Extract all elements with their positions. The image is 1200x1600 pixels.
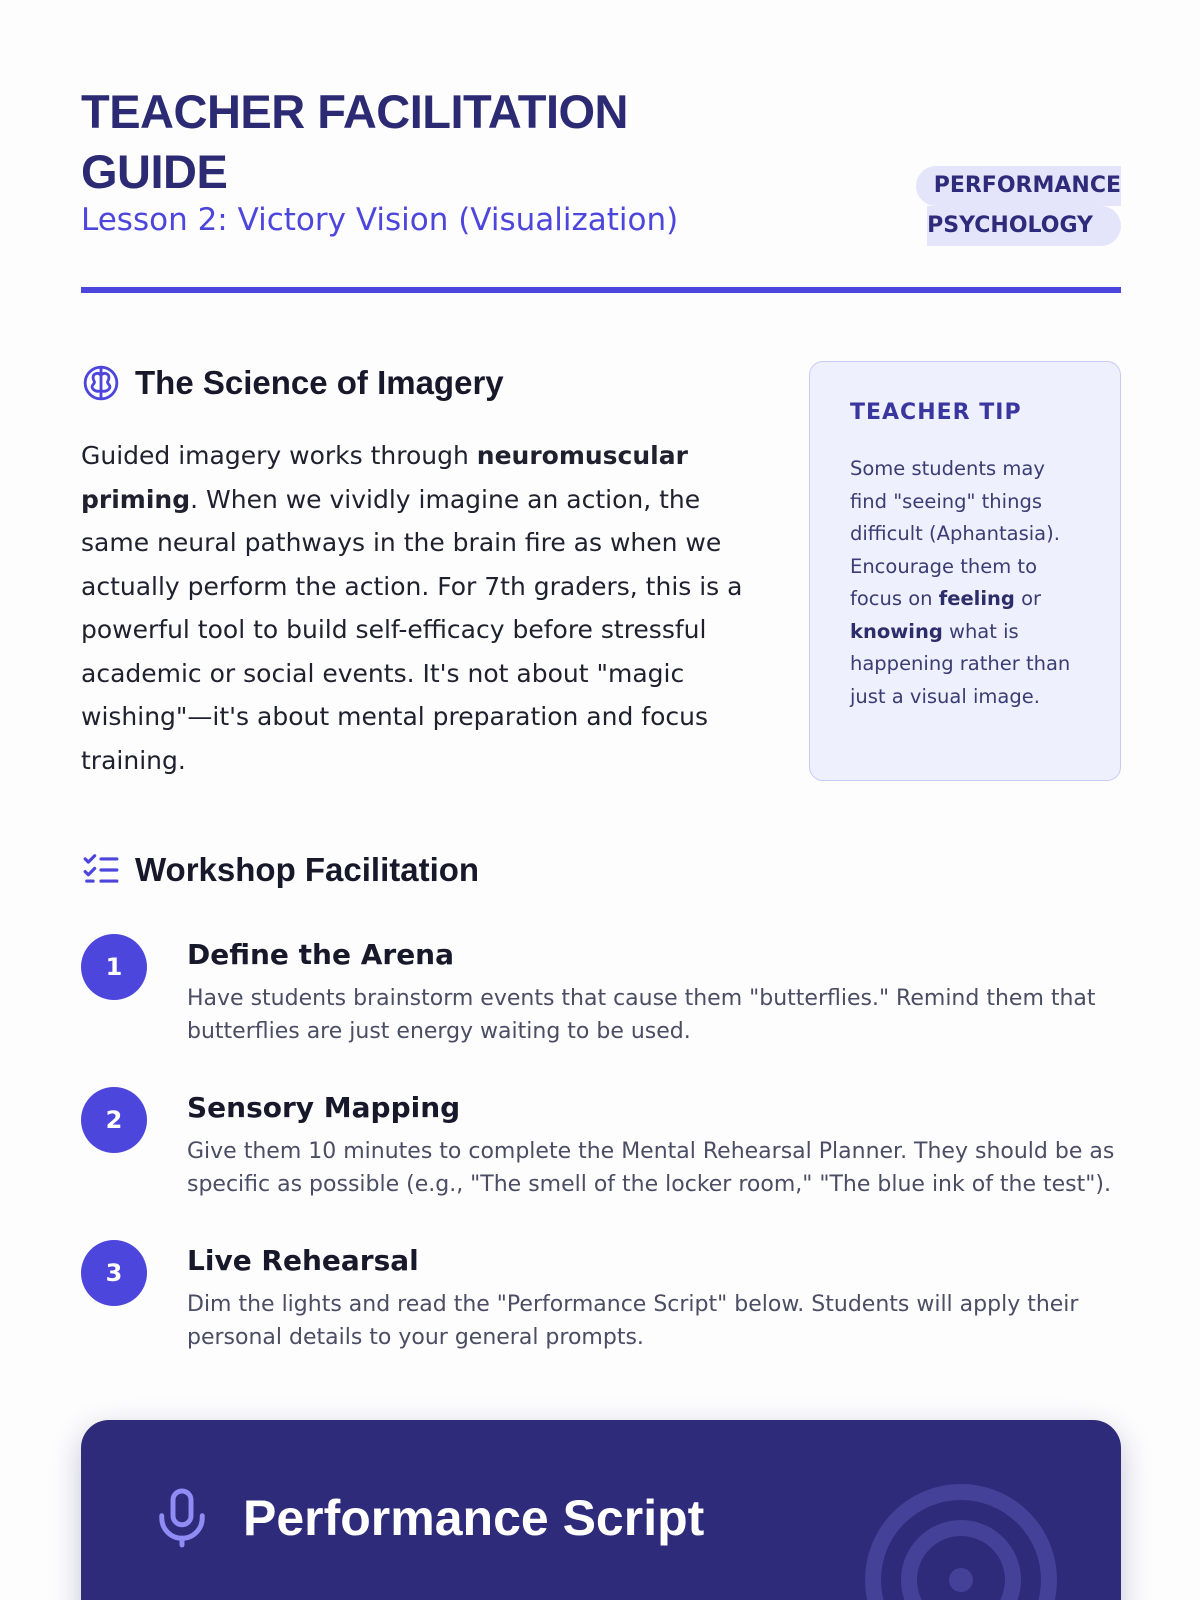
step-title: Sensory Mapping xyxy=(187,1091,461,1124)
target-icon xyxy=(861,1480,1061,1600)
tip-text-knowing: knowing xyxy=(850,619,943,643)
badge-line-2: PSYCHOLOGY xyxy=(927,206,1121,246)
microphone-icon xyxy=(155,1486,209,1550)
science-text-1: Guided imagery works through xyxy=(81,441,477,470)
step-description: Give them 10 minutes to complete the Mental Rehearsal Planner. They should be as specific as possible (e.g., "The smell of the locker room," "The blue ink of the test"). xyxy=(187,1139,1115,1197)
tip-text-1: Some students may find "seeing" things difficult (Aphantasia). Encourage them to focus on xyxy=(850,457,1060,610)
science-section-header xyxy=(81,363,504,403)
step-number: 2 xyxy=(81,1087,147,1153)
science-text-emphasis: neuromuscular priming xyxy=(81,441,688,514)
step-number: 1 xyxy=(81,934,147,1000)
tip-title: TEACHER TIP xyxy=(850,400,1022,425)
step-title: Live Rehearsal xyxy=(187,1244,419,1277)
facilitation-guide-page xyxy=(81,0,1121,1600)
step-number: 3 xyxy=(81,1240,147,1306)
step-description: Have students brainstorm events that cause them "butterflies." Remind them that butterflies are just energy waiting to be used. xyxy=(187,986,1096,1044)
script-heading: Performance Script xyxy=(243,1490,705,1546)
step-title: Define the Arena xyxy=(187,938,455,971)
tip-body xyxy=(850,453,1080,713)
science-text-2: . When we vividly imagine an action, the same neural pathways in the brain fire as when we actually perform the action. For 7th graders, this is a powerful tool to build self-efficacy before stressful academic or social events. It's not about "magic wishing"—it's about mental preparation and focus training. xyxy=(81,484,743,775)
script-header xyxy=(155,1486,704,1550)
header-divider xyxy=(81,287,1121,293)
workshop-heading: Workshop Facilitation xyxy=(135,851,480,888)
teacher-tip-card xyxy=(809,361,1121,781)
page-title: TEACHER FACILITATION GUIDE xyxy=(81,85,629,198)
step-description: Dim the lights and read the "Performance Script" below. Students will apply their personal details to your general prompts. xyxy=(187,1292,1079,1350)
science-paragraph xyxy=(81,434,751,782)
brain-icon xyxy=(81,363,121,403)
badge-line-1: PERFORMANCE xyxy=(916,166,1121,206)
tip-text-2: or xyxy=(1014,587,1042,610)
tip-text-feeling: feeling xyxy=(938,587,1015,610)
performance-script-card xyxy=(81,1420,1121,1600)
science-heading: The Science of Imagery xyxy=(135,364,504,401)
tip-text-3: what is happening rather than just a visual image. xyxy=(850,619,1071,708)
checklist-icon xyxy=(81,850,121,890)
lesson-subtitle: Lesson 2: Victory Vision (Visualization) xyxy=(81,202,679,238)
workshop-section-header xyxy=(81,850,479,890)
category-badge xyxy=(916,166,1121,246)
